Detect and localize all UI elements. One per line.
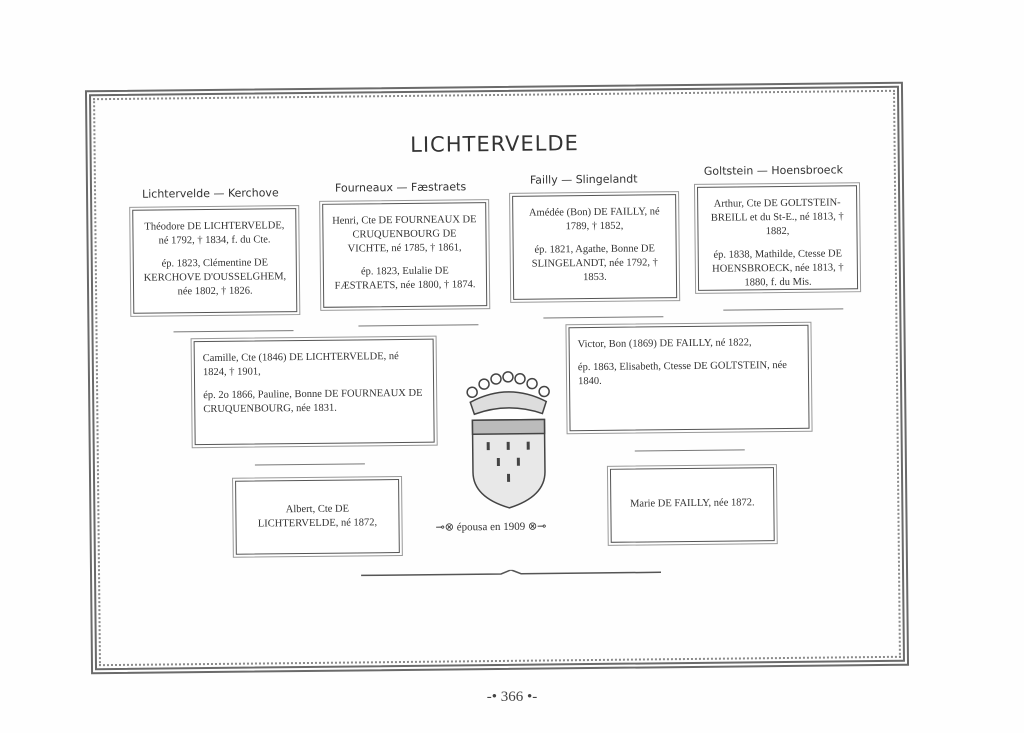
marriage-text: épousa en 1909 bbox=[456, 520, 526, 534]
box-henri-birth: Henri, Cte DE FOURNEAUX DE CRUQUENBOURG DE VICHTE, né 1785, † 1861, bbox=[332, 214, 477, 255]
family-header-fourneaux: Fourneaux — Fæstraets bbox=[334, 180, 467, 195]
connector-fourneaux bbox=[358, 324, 478, 326]
connector-failly bbox=[543, 316, 663, 318]
coat-of-arms-icon bbox=[462, 361, 556, 512]
box-amedee bbox=[512, 194, 677, 300]
box-theodore-marriage: ép. 1823, Clémentine DE KERCHOVE D'OUSSELGHEM, née 1802, † 1826. bbox=[143, 257, 287, 298]
box-camille bbox=[194, 339, 435, 446]
box-marie bbox=[610, 467, 775, 543]
connector-goltstein bbox=[723, 308, 843, 310]
connector-lichtervelde-fourneaux bbox=[173, 330, 293, 332]
box-victor-birth: Victor, Bon (1869) DE FAILLY, né 1822, bbox=[577, 337, 752, 351]
family-header-goltstein: Goltstein — Hoensbroeck bbox=[703, 163, 844, 178]
box-camille-marriage: ép. 2o 1866, Pauline, Bonne DE FOURNEAUX DE CRUQUENBOURG, née 1831. bbox=[203, 387, 423, 416]
box-camille-birth: Camille, Cte (1846) DE LICHTERVELDE, né 1824, † 1901, bbox=[202, 351, 399, 379]
family-header-failly: Failly — Slingelandt bbox=[529, 172, 638, 187]
box-arthur-marriage: ép. 1838, Mathilde, Ctesse DE HOENSBROECK, née 1813, † 1880, f. du Mis. bbox=[712, 248, 844, 289]
page-number: -• 366 •- bbox=[486, 689, 538, 705]
box-victor-marriage: ép. 1863, Elisabeth, Ctesse DE GOLTSTEIN, née 1840. bbox=[577, 359, 787, 388]
page-frame bbox=[85, 82, 909, 675]
box-marie-birth: Marie DE FAILLY, née 1872. bbox=[629, 497, 755, 510]
box-arthur bbox=[697, 185, 858, 291]
page-title: LICHTERVELDE bbox=[410, 131, 579, 157]
decorative-divider-icon bbox=[361, 568, 661, 579]
box-henri bbox=[322, 202, 487, 308]
box-amedee-birth: Amédée (Bon) DE FAILLY, né 1789, † 1852, bbox=[528, 206, 660, 233]
connector-victor-marie bbox=[635, 449, 745, 451]
box-albert-birth: Albert, Cte DE LICHTERVELDE, né 1872, bbox=[257, 503, 378, 530]
marriage-left-ornament-icon: ⊸⊗ bbox=[435, 521, 455, 534]
family-header-lichtervelde: Lichtervelde — Kerchove bbox=[141, 186, 279, 201]
box-theodore bbox=[132, 208, 297, 314]
marriage-note bbox=[435, 519, 546, 533]
connector-camille-albert bbox=[255, 463, 365, 465]
box-henri-marriage: ép. 1823, Eulalie DE FÆSTRAETS, née 1800, † 1874. bbox=[334, 265, 476, 292]
box-theodore-birth: Théodore DE LICHTERVELDE, né 1792, † 1834, f. du Cte. bbox=[144, 220, 285, 247]
box-amedee-marriage: ép. 1821, Agathe, Bonne DE SLINGELANDT, née 1792, † 1853. bbox=[531, 243, 658, 284]
box-victor bbox=[568, 325, 809, 432]
box-albert bbox=[235, 479, 400, 555]
box-arthur-birth: Arthur, Cte DE GOLTSTEIN-BREILL et du St-E., né 1813, † 1882, bbox=[710, 197, 844, 238]
marriage-right-ornament-icon: ⊗⊸ bbox=[527, 520, 547, 533]
